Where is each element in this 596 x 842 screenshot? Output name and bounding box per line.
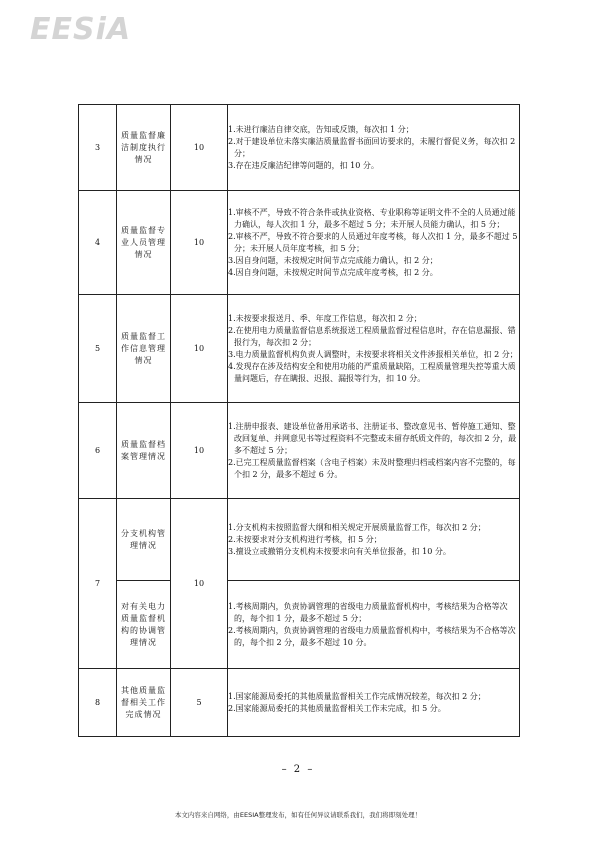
score-value: 10: [171, 403, 228, 499]
table-row: [79, 295, 520, 403]
item-name: 其他质量监督相关工作完成情况: [117, 669, 171, 737]
rule-text: 2.国家能源局委托的其他质量监督相关工作未完成，扣 5 分。: [228, 703, 446, 713]
rule-text: 2.在使用电力质量监督信息系统报送工程质量监督过程信息时，存在信息漏报、错报行为，每次扣 2 分；: [228, 325, 516, 347]
score-value: 5: [171, 669, 228, 737]
item-name: 质量监督廉洁制度执行情况: [117, 105, 171, 191]
scoring-rules: [228, 403, 520, 499]
rule-text: 3.因自身问题，未按规定时间节点完成能力确认，扣 2 分；: [228, 255, 438, 265]
score-value: 10: [171, 191, 228, 295]
scoring-rules: [228, 105, 520, 191]
row-number: 7: [79, 499, 117, 669]
scoring-table: [78, 104, 520, 737]
rule-text: 1.审核不严，导致不符合条件或执业资格、专业职称等证明文件不全的人员通过能力确认，每人次扣 1 分，最多不超过 5 分；未开展人员能力确认，扣 5 分；: [228, 207, 516, 229]
rule-text: 4.发现存在涉及结构安全和使用功能的严重质量缺陷，工程质量管理失控等重大质量问题后，存在瞒报、迟报、漏报等行为，扣 10 分。: [228, 361, 516, 383]
rule-text: 3.擅设立或撤销分支机构未按要求向有关单位报备，扣 10 分。: [228, 546, 451, 556]
table-row: [79, 669, 520, 737]
rule-text: 3.电力质量监督机构负责人调整时，未按要求将相关文件涉报相关单位，扣 2 分；: [228, 349, 518, 359]
rule-text: 1.考核周期内，负责协调管理的省级电力质量监督机构中，考核结果为合格等次的，每个扣 1 分，最多不超过 5 分；: [228, 601, 508, 623]
row-number: 5: [79, 295, 117, 403]
rule-text: 2.未按要求对分支机构进行考核，扣 5 分；: [228, 534, 382, 544]
item-name: 质量监督专业人员管理情况: [117, 191, 171, 295]
rule-text: 1.分支机构未按照监督大纲和相关规定开展质量监督工作，每次扣 2 分；: [228, 522, 486, 532]
row-number: 8: [79, 669, 117, 737]
rule-text: 2.考核周期内，负责协调管理的省级电力质量监督机构中，考核结果为不合格等次的，每个扣 2 分，最多不超过 10 分。: [228, 625, 516, 647]
rule-text: 2.对于建设单位未落实廉洁质量监督书面回访要求的，未履行督促义务，每次扣 2 分；: [228, 136, 516, 158]
score-value: 10: [171, 295, 228, 403]
rule-text: 1.注册申报表、建设单位备用承诺书、注册证书、整改意见书、暂停施工通知、整改回复单、并网意见书等过程资料不完整或未留存纸质文件的，每次扣 2 分，最多不超过 5 分；: [228, 421, 517, 455]
row-number: 4: [79, 191, 117, 295]
item-name: 质量监督档案管理情况: [117, 403, 171, 499]
page-number: – 2 –: [281, 764, 315, 775]
row-number: 6: [79, 403, 117, 499]
rule-text: 3.存在违反廉洁纪律等问题的，扣 10 分。: [228, 160, 379, 170]
item-name: 对有关电力质量监督机构的协调管理情况: [117, 581, 171, 669]
table-row: [79, 403, 520, 499]
row-number: 3: [79, 105, 117, 191]
rule-text: 2.已完工程质量监督档案（含电子档案）未及时整理归档或档案内容不完整的，每个扣 2 分，最多不超过 6 分。: [228, 457, 516, 479]
rule-text: 1.未按要求报送月、季、年度工作信息，每次扣 2 分；: [228, 313, 422, 323]
table-row: [79, 581, 520, 669]
item-name: 质量监督工作信息管理情况: [117, 295, 171, 403]
table-row: [79, 191, 520, 295]
score-value: 10: [171, 105, 228, 191]
score-value: 10: [171, 499, 228, 669]
scoring-rules: [228, 191, 520, 295]
scoring-rules: [228, 295, 520, 403]
table-row: [79, 499, 520, 581]
rule-text: 1.国家能源局委托的其他质量监督相关工作完成情况较差，每次扣 2 分；: [228, 691, 486, 701]
rule-text: 4.因自身问题，未按规定时间节点完成年度考核，扣 2 分。: [228, 267, 438, 277]
rule-text: 1.未进行廉洁自律交底，告知或反馈，每次扣 1 分；: [228, 124, 414, 134]
eesia-logo: EESiA: [30, 12, 132, 47]
footer-notice: 本文内容来自网络，由EESIA整理发布，如有任何异议请联系我们，我们将即刻处理！: [174, 811, 422, 819]
rule-text: 2.审核不严，导致不符合要求的人员通过年度考核，每人次扣 1 分，最多不超过 5 分；未开展人员年度考核，扣 5 分；: [228, 231, 518, 253]
item-name: 分支机构管理情况: [117, 499, 171, 581]
scoring-rules: [228, 669, 520, 737]
table-row: [79, 105, 520, 191]
scoring-rules: [228, 581, 520, 669]
scoring-rules: [228, 499, 520, 581]
